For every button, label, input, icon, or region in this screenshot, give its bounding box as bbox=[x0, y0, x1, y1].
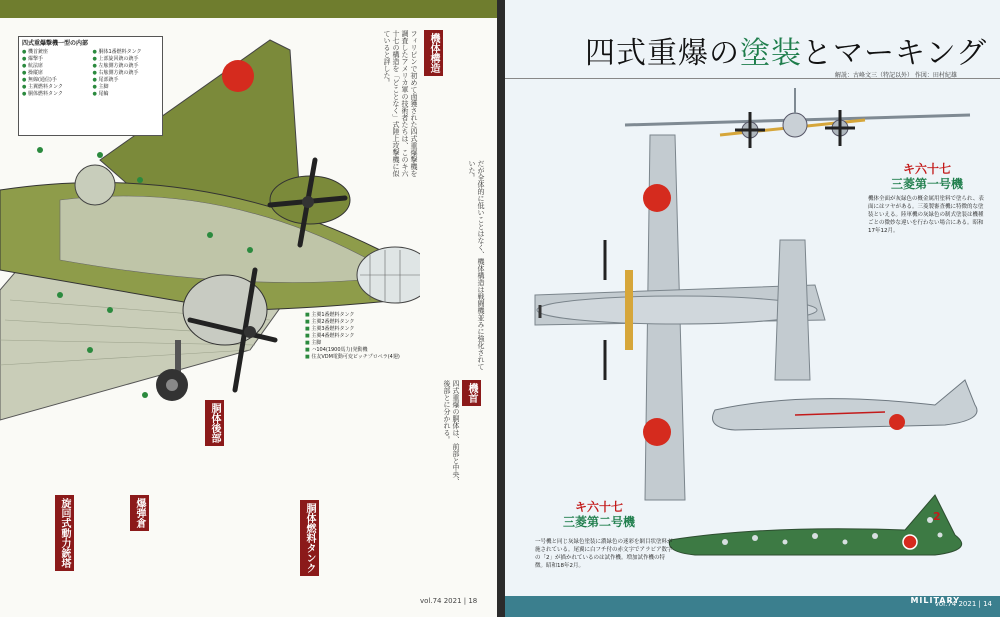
aircraft-2-name: 三菱第二号機 bbox=[563, 515, 636, 529]
section-heading-nose: 機首 bbox=[462, 380, 481, 406]
body-text-column: フィリピンで初めて鹵獲された四式重爆撃機を調査したアメリカ軍の技術者たちは、このキ六十七の構造を「どことなく」式陸上攻撃機に似ていると評した。 bbox=[383, 30, 418, 177]
legend-item: ■ 主翼3番燃料タンク bbox=[305, 326, 400, 333]
section-heading-structure: 機体構造 bbox=[424, 30, 443, 76]
parts-item: ● 無線(通信)手 bbox=[22, 77, 89, 84]
left-folio: vol.74 2021 | 18 bbox=[420, 597, 478, 605]
section-heading-turret: 旋回式動力銃塔 bbox=[55, 495, 74, 571]
legend-item: ■ 主翼2番燃料タンク bbox=[305, 319, 400, 326]
legend-item: ■ ハ104(1900馬力)発動機 bbox=[305, 347, 400, 354]
parts-legend-title: 四式重爆撃機一型の内部 bbox=[22, 40, 89, 47]
parts-item: ● 爆撃手 bbox=[22, 56, 89, 63]
parts-item: ● 航法席 bbox=[22, 63, 89, 70]
body-text-column: だが全体的に低いことはなく、機体構造は戦闘機並みに強化されていた。 bbox=[468, 160, 485, 370]
right-folio: vol.74 2021 | 14 bbox=[934, 600, 992, 608]
section-heading-bomb-bay: 爆弾倉 bbox=[130, 495, 149, 531]
parts-item: ● 上部旋回銃の銃手 bbox=[93, 56, 160, 63]
parts-item: ● 尾部銃手 bbox=[93, 77, 160, 84]
aircraft-2-title bbox=[563, 500, 635, 530]
aircraft-2-code: キ六十七 bbox=[575, 500, 624, 514]
aircraft-1-description: 機体全面が灰緑色の概金属用塗料で塗られ、表面にはツヤがある。三菱製審査機に特徴的な塗装といえる。陸軍機の灰緑色の制式塗装は機種ごとの微妙な違いを行わない場合にある。昭和17年12月。 bbox=[868, 196, 984, 234]
engine-legend bbox=[305, 312, 400, 361]
plan-view bbox=[535, 135, 825, 500]
title-part: 四式重爆の bbox=[585, 36, 740, 71]
parts-item: ● 胴体1番燃料タンク bbox=[93, 49, 160, 56]
aircraft-1-name: 三菱第一号機 bbox=[891, 177, 964, 191]
aircraft-1-title bbox=[891, 162, 963, 192]
parts-item: ● 胴体燃料タンク bbox=[22, 91, 89, 98]
parts-legend-box bbox=[18, 36, 163, 136]
section-heading-fuel-tank: 胴体燃料タンク bbox=[300, 500, 319, 576]
parts-item: ● 主翼燃料タンク bbox=[22, 84, 89, 91]
front-view bbox=[625, 88, 970, 148]
aircraft-1-code: キ六十七 bbox=[903, 162, 952, 176]
parts-item: ● 機首銃座 bbox=[22, 49, 89, 56]
page-gutter bbox=[497, 0, 505, 617]
parts-item: ● 操縦席 bbox=[22, 70, 89, 77]
section-heading-rear-fuselage: 胴体後部 bbox=[205, 400, 224, 446]
byline: 解説：古峰文三（特記以外） 作図：田村紀雄 bbox=[835, 72, 957, 79]
left-page bbox=[0, 0, 497, 617]
body-text-column: 四式重爆の胴体は、前部と中央、後部とに分かれる。 bbox=[443, 380, 460, 485]
magazine-logo: MILITARY bbox=[910, 596, 960, 605]
parts-legend-col-1 bbox=[22, 49, 89, 98]
title-accent: 塗装 bbox=[740, 36, 802, 71]
right-page bbox=[505, 0, 1000, 617]
side-view-2 bbox=[669, 495, 961, 555]
parts-item: ● 右舷側方銃の銃手 bbox=[93, 70, 160, 77]
aircraft-2-description: 一号機と同じ灰緑色塗装に濃緑色の迷彩を網目状塗料が施されている。尾翼に白フチ付の赤文字でアラビア数字の「2」が描かれているのは試作機。増加試作機の特徴。昭和18年2月。 bbox=[535, 539, 673, 569]
top-stripe bbox=[0, 0, 497, 18]
side-view-1 bbox=[713, 380, 978, 430]
title-part: とマーキング bbox=[802, 36, 988, 71]
parts-item: ● 尾輪 bbox=[93, 91, 160, 98]
legend-item: ■ 主翼1番燃料タンク bbox=[305, 312, 400, 319]
legend-item: ■ 主翼4番燃料タンク bbox=[305, 333, 400, 340]
page-title bbox=[585, 28, 987, 72]
legend-item: ■ 住友VDM電動可変ピッチプロペラ(4翅) bbox=[305, 354, 400, 361]
parts-item: ● 左舷側方銃の銃手 bbox=[93, 63, 160, 70]
tail-number: 2 bbox=[933, 510, 941, 523]
parts-item: ● 主脚 bbox=[93, 84, 160, 91]
legend-item: ■ 主脚 bbox=[305, 340, 400, 347]
parts-legend-col-2 bbox=[93, 49, 160, 98]
